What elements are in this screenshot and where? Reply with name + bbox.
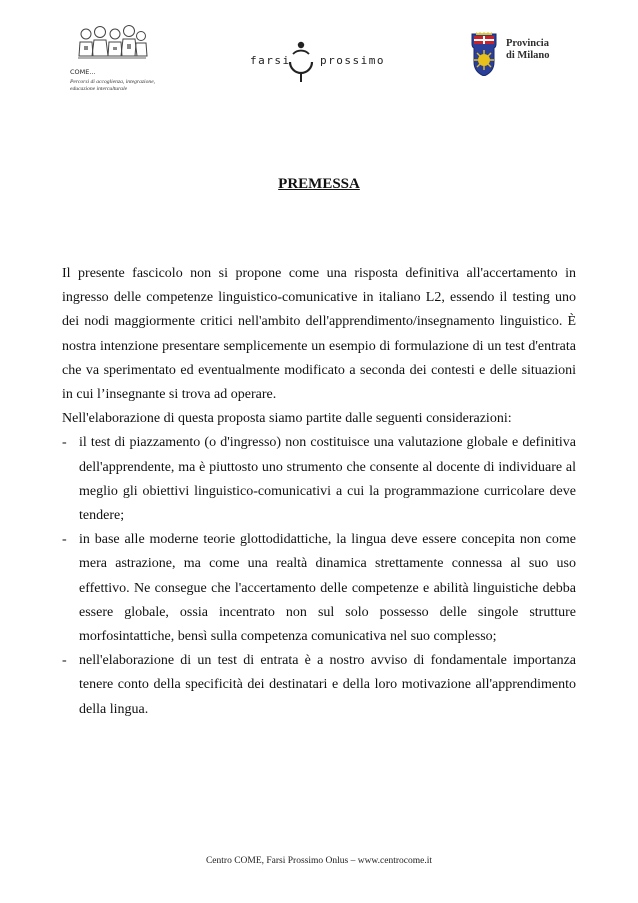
provincia-coat-of-arms-icon <box>466 30 502 76</box>
farsi-logo-word2: prossimo <box>320 54 385 67</box>
farsi-prossimo-logo <box>248 40 398 86</box>
page-footer: Centro COME, Farsi Prossimo Onlus – www.centrocome.it <box>205 856 433 866</box>
list-bullet: - <box>62 435 67 451</box>
come-logo-subtitle-line2: educazione interculturale <box>70 86 128 92</box>
page-title <box>0 176 638 193</box>
farsi-logo-word1: farsi <box>250 54 291 67</box>
list-item-text: nell'elaborazione di un test di entrata è a nostro avviso di fondamentale importanza tenere conto della specificità dei destinatari e della loro motivazione all'apprendimento della lingua. <box>79 653 576 717</box>
intro-paragraph: Il presente fascicolo non si propone come una risposta definitiva all'accertamento in ingresso delle competenze linguistico-comunicative in italiano L2, essendo il testing uno dei nodi maggiormente critici nell'ambito dell'apprendimento/insegnamento linguistico. È nostra intenzione presentare semplicemente un esempio di formulazione di un test d'entrata che va sperimentato ed eventualmente modificato a seconda dei contesti e delle situazioni in cui l’insegnante si trova ad operare. <box>62 266 576 403</box>
considerations-paragraph: Nell'elaborazione di questa proposta siamo partite dalle seguenti considerazioni: <box>62 411 512 427</box>
list-item-text: il test di piazzamento (o d'ingresso) non costituisce una valutazione globale e definitiva dell'apprendente, ma è piuttosto uno strumento che consente al docente di individuare al meglio gli obiettivi linguistico-comunicativi a cui la programmazione curricolare deve tendere; <box>79 435 576 524</box>
children-drawing-icon <box>76 22 148 68</box>
list-item <box>62 528 576 649</box>
provincia-milano-logo <box>466 30 576 80</box>
come-logo-subtitle-line1: Percorsi di accoglienza, integrazione, <box>70 79 156 85</box>
list-item <box>62 431 576 528</box>
list-item-text: in base alle moderne teorie glottodidattiche, la lingua deve essere concepita non come mera astrazione, ma come una realtà dinamica strettamente connessa al suo uso effettivo. Ne consegue che l'accertamento delle competenze e abilità linguistiche debba essere globale, ossia incentrato non sul solo possesso delle singole strutture morfosintattiche, bensì sulla competenza comunicativa nel suo complesso; <box>79 532 576 645</box>
provincia-text <box>506 38 549 62</box>
considerations-list <box>62 431 576 721</box>
come-logo <box>62 22 192 102</box>
farsi-prossimo-symbol-icon <box>286 40 316 86</box>
come-logo-subtitle <box>70 79 155 93</box>
list-item <box>62 649 576 722</box>
document-body <box>62 262 576 722</box>
page-title-text: PREMESSA <box>278 176 360 192</box>
provincia-line1: Provincia <box>506 38 549 49</box>
list-bullet: - <box>62 653 67 669</box>
provincia-line2: di Milano <box>506 50 550 61</box>
list-bullet: - <box>62 532 67 548</box>
come-logo-title: COME... <box>70 68 96 76</box>
